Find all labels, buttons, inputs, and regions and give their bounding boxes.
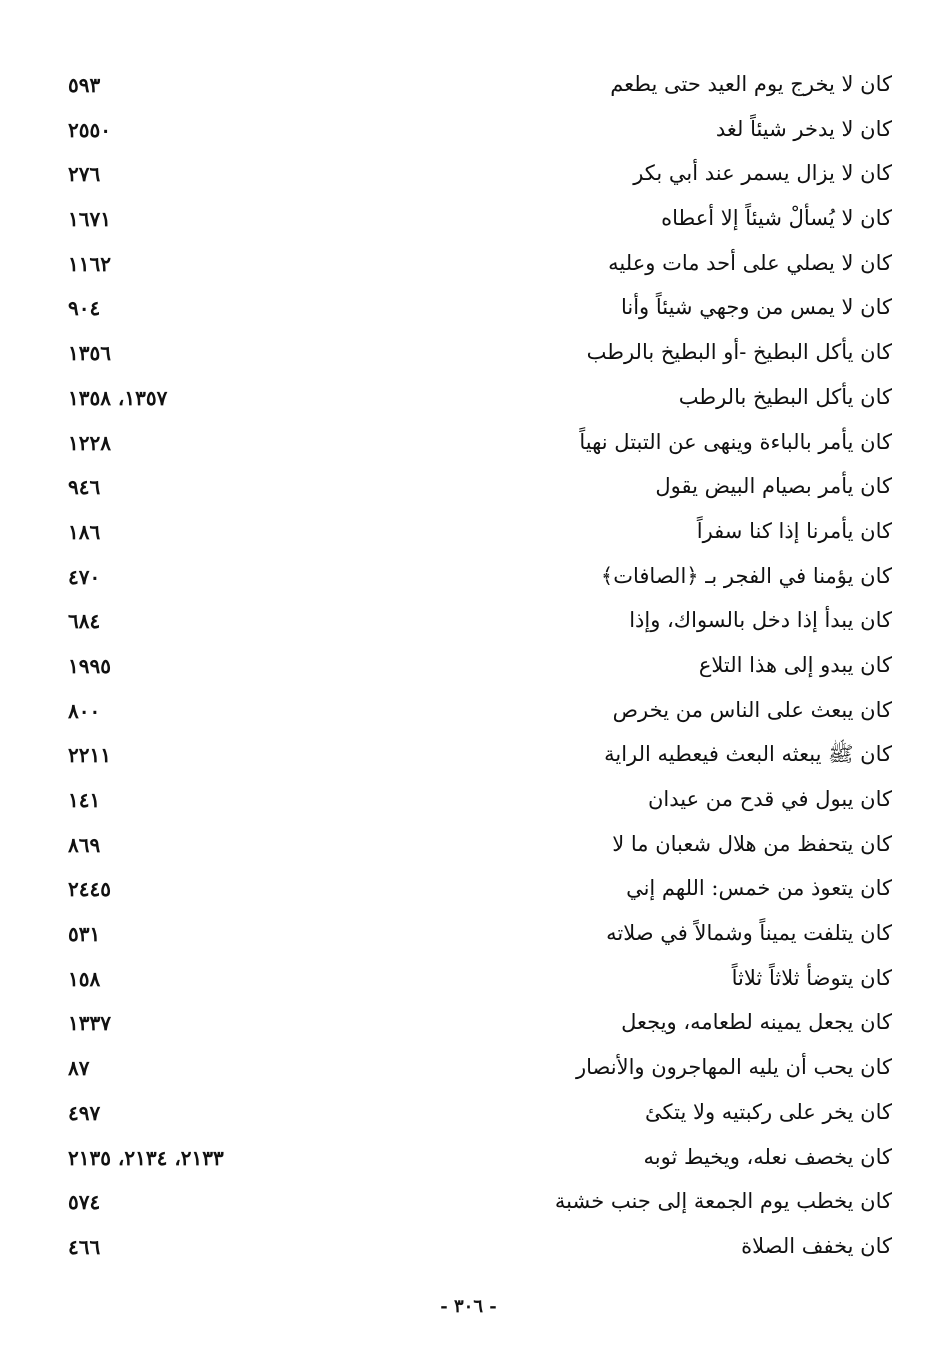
hadith-number: ٥٧٤ <box>68 1190 101 1215</box>
index-entry <box>0 826 937 871</box>
hadith-text: كان يأكل البطيخ بالرطب <box>678 384 892 409</box>
hadith-text: كان يخر على ركبتيه ولا يتكئ <box>645 1099 892 1124</box>
hadith-text: كان يأمرنا إذا كنا سفراً <box>696 518 892 543</box>
hadith-number: ٥٣١ <box>68 922 101 947</box>
hadith-text: كان لا يزال يسمر عند أبي بكر <box>633 161 892 186</box>
hadith-number: ٥٩٣ <box>68 73 101 97</box>
hadith-text: كان يبول في قدح من عيدان <box>647 787 892 811</box>
index-entry <box>0 200 937 245</box>
index-entry <box>0 245 937 290</box>
hadith-number: ٢٤٤٥ <box>68 877 111 902</box>
hadith-number: ١٣٥٦ <box>68 341 111 366</box>
hadith-number: ٢١٣٣، ٢١٣٤، ٢١٣٥ <box>68 1145 224 1170</box>
hadith-number: ٢٥٥٠ <box>68 117 111 142</box>
hadith-index-list <box>0 66 937 1273</box>
hadith-text: كان يؤمنا في الفجر بـ ﴿الصافات﴾ <box>600 563 892 588</box>
hadith-number: ١٢٢٨ <box>68 430 111 455</box>
index-entry <box>0 781 937 826</box>
hadith-number: ١٣٣٧ <box>68 1011 111 1036</box>
hadith-text: كان يجعل يمينه لطعامه، ويجعل <box>621 1010 892 1035</box>
index-entry <box>0 960 937 1005</box>
index-entry <box>0 1049 937 1094</box>
hadith-number: ١٤١ <box>68 788 101 812</box>
index-entry <box>0 558 937 603</box>
hadith-number: ٢٧٦ <box>68 162 101 187</box>
hadith-number: ٩٠٤ <box>68 296 101 321</box>
hadith-number: ٨٠٠ <box>68 698 101 723</box>
hadith-number: ١٣٥٧، ١٣٥٨ <box>68 385 168 410</box>
hadith-number: ١٦٧١ <box>68 207 111 232</box>
index-entry <box>0 692 937 737</box>
hadith-text: كان يبدأ إذا دخل بالسواك، وإذا <box>629 608 892 633</box>
hadith-number: ١١٦٢ <box>68 251 111 276</box>
index-entry <box>0 66 937 111</box>
hadith-text: كان لا يدخر شيئاً لغد <box>715 116 892 141</box>
hadith-text: كان يخفف الصلاة <box>741 1233 892 1258</box>
index-entry <box>0 1139 937 1184</box>
index-entry <box>0 736 937 781</box>
hadith-number: ٢٢١١ <box>68 743 111 768</box>
index-entry <box>0 1094 937 1139</box>
hadith-text: كان يأمر بصيام البيض يقول <box>655 474 892 499</box>
index-entry <box>0 334 937 379</box>
hadith-text: كان يتلفت يميناً وشمالاً في صلاته <box>606 921 892 946</box>
hadith-text: كان يخطب يوم الجمعة إلى جنب خشبة <box>554 1189 892 1214</box>
index-entry <box>0 111 937 156</box>
hadith-number: ١٩٩٥ <box>68 653 111 678</box>
index-entry <box>0 155 937 200</box>
hadith-number: ٨٦٩ <box>68 832 101 857</box>
hadith-text: كان لا يخرج يوم العيد حتى يطعم <box>610 72 892 96</box>
hadith-text: كان لا يُسألْ شيئاً إلا أعطاه <box>661 206 892 231</box>
index-entry <box>0 915 937 960</box>
index-entry <box>0 468 937 513</box>
index-entry <box>0 513 937 558</box>
hadith-number: ٤٦٦ <box>68 1234 101 1259</box>
index-entry <box>0 1004 937 1049</box>
hadith-number: ٨٧ <box>68 1056 90 1081</box>
hadith-number: ٦٨٤ <box>68 609 101 634</box>
hadith-text: كان يخصف نعله، ويخيط ثوبه <box>643 1144 892 1169</box>
index-entry <box>0 424 937 469</box>
hadith-text: كان يأمر بالباءة وينهى عن التبتل نهياً <box>579 429 892 454</box>
hadith-number: ٤٩٧ <box>68 1100 101 1125</box>
hadith-text: كان يأكل البطيخ -أو البطيخ بالرطب <box>586 340 892 365</box>
hadith-text: كان لا يمس من وجهي شيئاً وأنا <box>620 295 892 320</box>
index-entry <box>0 289 937 334</box>
index-entry <box>0 647 937 692</box>
hadith-number: ٤٧٠ <box>68 564 101 589</box>
hadith-text: كان لا يصلي على أحد مات وعليه <box>608 250 892 275</box>
hadith-text: كان يبدو إلى هذا التلاع <box>698 652 892 677</box>
page-number: - ٣٠٦ - <box>440 1296 497 1317</box>
hadith-text: كان يبعث على الناس من يخرص <box>612 697 892 722</box>
index-entry <box>0 602 937 647</box>
index-entry <box>0 1183 937 1228</box>
hadith-number: ١٥٨ <box>68 966 101 991</box>
index-entry <box>0 379 937 424</box>
hadith-number: ١٨٦ <box>68 519 101 544</box>
hadith-text: كان ﷺ يبعثه البعث فيعطيه الراية <box>604 742 892 767</box>
index-entry <box>0 870 937 915</box>
hadith-text: كان يحب أن يليه المهاجرون والأنصار <box>576 1055 892 1080</box>
index-entry <box>0 1228 937 1273</box>
hadith-number: ٩٤٦ <box>68 475 101 500</box>
hadith-text: كان يتعوذ من خمس: اللهم إني <box>626 876 892 901</box>
hadith-text: كان يتوضأ ثلاثاً ثلاثاً <box>731 965 892 990</box>
hadith-text: كان يتحفظ من هلال شعبان ما لا <box>612 831 892 856</box>
